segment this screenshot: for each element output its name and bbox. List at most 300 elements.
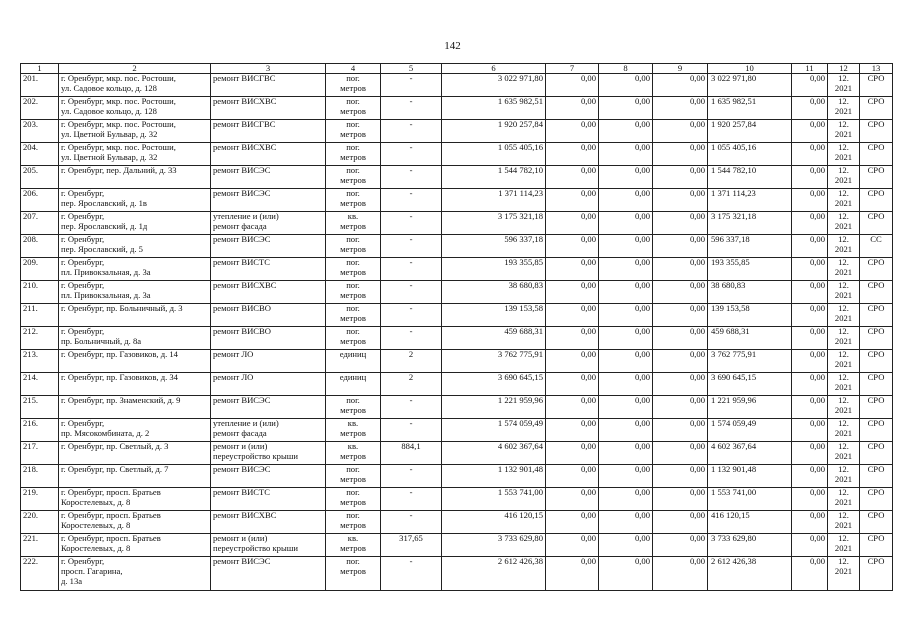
row-number: 210. — [21, 281, 59, 304]
unit-cell — [326, 419, 381, 442]
row-number: 214. — [21, 373, 59, 396]
work-type-cell-line: ремонт ВИСЭС — [213, 165, 271, 175]
unit-cell-line: метров — [340, 312, 366, 323]
table-row — [21, 511, 893, 534]
total-cost-cell: 3 762 775,91 — [442, 350, 546, 373]
col10-cell: 1 544 782,10 — [708, 166, 792, 189]
deadline-cell-line: 2021 — [834, 105, 853, 116]
row-number: 220. — [21, 511, 59, 534]
col7-cell: 0,00 — [546, 534, 599, 557]
method-cell: СРО — [860, 258, 893, 281]
col7-cell: 0,00 — [546, 442, 599, 465]
total-cost-cell: 38 680,83 — [442, 281, 546, 304]
unit-cell-line: метров — [340, 404, 366, 415]
col11-cell: 0,00 — [792, 281, 828, 304]
column-number-row — [21, 64, 893, 74]
col9-cell: 0,00 — [653, 419, 708, 442]
unit-cell — [326, 120, 381, 143]
address-cell-line: г. Оренбург, пр. Светлый, д. 7 — [61, 464, 169, 474]
work-type-cell-line: ремонт ВИСГВС — [213, 73, 276, 83]
row-number: 222. — [21, 557, 59, 591]
work-type-cell-line: ремонт ВИСВО — [213, 303, 271, 313]
col10-cell: 3 762 775,91 — [708, 350, 792, 373]
deadline-cell-line: 2021 — [834, 427, 853, 438]
address-cell-line: д. 13а — [61, 575, 83, 586]
col11-cell: 0,00 — [792, 557, 828, 591]
unit-cell — [326, 396, 381, 419]
col8-cell: 0,00 — [599, 327, 653, 350]
work-type-cell-line: ремонт и (или) — [213, 533, 268, 543]
deadline-cell-line: 2021 — [834, 220, 853, 231]
col9-cell: 0,00 — [653, 120, 708, 143]
method-cell: СРО — [860, 373, 893, 396]
col10-cell: 1 055 405,16 — [708, 143, 792, 166]
deadline-cell-line: 12. — [838, 73, 849, 83]
method-cell: СРО — [860, 511, 893, 534]
work-type-cell-line: ремонт и (или) — [213, 441, 268, 451]
col8-cell: 0,00 — [599, 189, 653, 212]
total-cost-cell: 416 120,15 — [442, 511, 546, 534]
address-cell-line: г. Оренбург, просп. Братьев — [61, 510, 161, 520]
col11-cell: 0,00 — [792, 396, 828, 419]
col9-cell: 0,00 — [653, 74, 708, 97]
unit-cell-line: кв. — [347, 533, 359, 543]
deadline-cell-line: 2021 — [834, 197, 853, 208]
row-number: 218. — [21, 465, 59, 488]
row-number: 207. — [21, 212, 59, 235]
method-cell: СС — [860, 235, 893, 258]
deadline-cell — [828, 258, 860, 281]
unit-cell-line: метров — [340, 450, 366, 461]
unit-cell-line: кв. — [347, 418, 359, 428]
method-cell: СРО — [860, 189, 893, 212]
col7-cell: 0,00 — [546, 74, 599, 97]
address-cell-line: Коростелевых, д. 8 — [61, 542, 131, 553]
quantity-cell: - — [381, 511, 442, 534]
unit-cell-line: метров — [340, 105, 366, 116]
deadline-cell — [828, 396, 860, 419]
col8-cell: 0,00 — [599, 281, 653, 304]
address-cell — [59, 74, 211, 97]
deadline-cell-line: 2021 — [834, 82, 853, 93]
total-cost-cell: 1 221 959,96 — [442, 396, 546, 419]
deadline-cell-line: 2021 — [834, 542, 853, 553]
col7-cell: 0,00 — [546, 465, 599, 488]
deadline-cell-line: 12. — [838, 234, 849, 244]
deadline-cell-line: 2021 — [834, 151, 853, 162]
table-row — [21, 166, 893, 189]
col11-cell: 0,00 — [792, 327, 828, 350]
deadline-cell-line: 2021 — [834, 335, 853, 346]
work-type-cell — [211, 373, 326, 396]
deadline-cell-line: 2021 — [834, 450, 853, 461]
table-row — [21, 327, 893, 350]
work-type-cell-line: ремонт ВИСХВС — [213, 510, 277, 520]
address-cell-line: ул. Цветной Бульвар, д. 32 — [61, 151, 158, 162]
unit-cell — [326, 258, 381, 281]
address-cell-line: г. Оренбург, — [61, 211, 105, 221]
work-type-cell — [211, 396, 326, 419]
deadline-cell-line: 12. — [838, 165, 849, 175]
col9-cell: 0,00 — [653, 281, 708, 304]
deadline-cell-line: 2021 — [834, 358, 853, 369]
work-type-cell — [211, 350, 326, 373]
col9-cell: 0,00 — [653, 557, 708, 591]
address-cell — [59, 212, 211, 235]
unit-cell-line: пог. — [346, 395, 360, 405]
col7-cell: 0,00 — [546, 235, 599, 258]
work-type-cell-line: ремонт ВИСЭС — [213, 188, 271, 198]
address-cell — [59, 120, 211, 143]
row-number: 205. — [21, 166, 59, 189]
deadline-cell-line: 2021 — [834, 381, 853, 392]
deadline-cell-line: 12. — [838, 372, 849, 382]
unit-cell-line: пог. — [346, 73, 360, 83]
col11-cell: 0,00 — [792, 350, 828, 373]
unit-cell — [326, 488, 381, 511]
address-cell-line: г. Оренбург, мкр. пос. Ростоши, — [61, 142, 176, 152]
total-cost-cell: 2 612 426,38 — [442, 557, 546, 591]
unit-cell-line: метров — [340, 151, 366, 162]
table-body — [21, 74, 893, 591]
unit-cell-line: пог. — [346, 96, 360, 106]
col11-cell: 0,00 — [792, 465, 828, 488]
work-type-cell-line: ремонт ВИСТС — [213, 487, 271, 497]
row-number: 217. — [21, 442, 59, 465]
work-type-cell-line: утепление и (или) — [213, 211, 279, 221]
unit-cell-line: метров — [340, 128, 366, 139]
column-header-4: 4 — [326, 64, 381, 74]
work-type-cell — [211, 212, 326, 235]
col9-cell: 0,00 — [653, 212, 708, 235]
unit-cell-line: метров — [340, 335, 366, 346]
method-cell: СРО — [860, 74, 893, 97]
col10-cell: 4 602 367,64 — [708, 442, 792, 465]
col8-cell: 0,00 — [599, 350, 653, 373]
col10-cell: 459 688,31 — [708, 327, 792, 350]
unit-cell-line: пог. — [346, 280, 360, 290]
address-cell-line: г. Оренбург, — [61, 418, 105, 428]
table-row — [21, 442, 893, 465]
unit-cell — [326, 189, 381, 212]
address-cell-line: пер. Ярославский, д. 5 — [61, 243, 143, 254]
unit-cell-line: метров — [340, 427, 366, 438]
method-cell: СРО — [860, 465, 893, 488]
unit-cell-line: пог. — [346, 119, 360, 129]
table-row — [21, 212, 893, 235]
table-row — [21, 373, 893, 396]
unit-cell — [326, 166, 381, 189]
method-cell: СРО — [860, 442, 893, 465]
col8-cell: 0,00 — [599, 465, 653, 488]
col9-cell: 0,00 — [653, 511, 708, 534]
col8-cell: 0,00 — [599, 442, 653, 465]
row-number: 201. — [21, 74, 59, 97]
unit-cell — [326, 511, 381, 534]
deadline-cell-line: 12. — [838, 119, 849, 129]
deadline-cell-line: 2021 — [834, 473, 853, 484]
col10-cell: 38 680,83 — [708, 281, 792, 304]
col10-cell: 1 635 982,51 — [708, 97, 792, 120]
deadline-cell-line: 2021 — [834, 565, 853, 576]
table-row — [21, 488, 893, 511]
address-cell-line: просп. Гагарина, — [61, 565, 123, 576]
row-number: 203. — [21, 120, 59, 143]
unit-cell — [326, 143, 381, 166]
col7-cell: 0,00 — [546, 373, 599, 396]
col8-cell: 0,00 — [599, 97, 653, 120]
quantity-cell: 884,1 — [381, 442, 442, 465]
total-cost-cell: 1 574 059,49 — [442, 419, 546, 442]
address-cell — [59, 419, 211, 442]
unit-cell — [326, 212, 381, 235]
address-cell — [59, 396, 211, 419]
work-type-cell-line: ремонт ВИСХВС — [213, 280, 277, 290]
deadline-cell — [828, 557, 860, 591]
address-cell-line: г. Оренбург, пр. Больничный, д. 3 — [61, 303, 183, 313]
row-number: 213. — [21, 350, 59, 373]
col8-cell: 0,00 — [599, 120, 653, 143]
table-row — [21, 534, 893, 557]
work-type-cell-line: ремонт фасада — [213, 220, 267, 231]
deadline-cell-line: 12. — [838, 142, 849, 152]
unit-cell-line: пог. — [346, 510, 360, 520]
address-cell-line: г. Оренбург, просп. Братьев — [61, 533, 161, 543]
deadline-cell-line: 12. — [838, 96, 849, 106]
col11-cell: 0,00 — [792, 488, 828, 511]
work-type-cell-line: ремонт ВИСЭС — [213, 464, 271, 474]
col8-cell: 0,00 — [599, 166, 653, 189]
deadline-cell-line: 12. — [838, 441, 849, 451]
col8-cell: 0,00 — [599, 304, 653, 327]
col7-cell: 0,00 — [546, 419, 599, 442]
work-type-cell-line: ремонт ВИСЭС — [213, 556, 271, 566]
work-type-cell-line: ремонт ВИСГВС — [213, 119, 276, 129]
deadline-cell — [828, 419, 860, 442]
unit-cell-line: кв. — [347, 441, 359, 451]
col10-cell: 2 612 426,38 — [708, 557, 792, 591]
col9-cell: 0,00 — [653, 396, 708, 419]
unit-cell-line: метров — [340, 496, 366, 507]
unit-cell — [326, 281, 381, 304]
deadline-cell-line: 2021 — [834, 312, 853, 323]
address-cell — [59, 534, 211, 557]
unit-cell — [326, 74, 381, 97]
work-type-cell — [211, 327, 326, 350]
col8-cell: 0,00 — [599, 212, 653, 235]
work-type-cell — [211, 74, 326, 97]
deadline-cell — [828, 465, 860, 488]
address-cell-line: пер. Ярославский, д. 1д — [61, 220, 148, 231]
total-cost-cell: 1 635 982,51 — [442, 97, 546, 120]
col8-cell: 0,00 — [599, 373, 653, 396]
address-cell-line: ул. Цветной Бульвар, д. 32 — [61, 128, 158, 139]
address-cell — [59, 557, 211, 591]
row-number: 209. — [21, 258, 59, 281]
total-cost-cell: 3 175 321,18 — [442, 212, 546, 235]
deadline-cell-line: 2021 — [834, 243, 853, 254]
quantity-cell: - — [381, 74, 442, 97]
deadline-cell — [828, 327, 860, 350]
address-cell-line: ул. Садовое кольцо, д. 128 — [61, 105, 157, 116]
deadline-cell — [828, 534, 860, 557]
work-type-cell — [211, 97, 326, 120]
col7-cell: 0,00 — [546, 143, 599, 166]
unit-cell-line: пог. — [346, 464, 360, 474]
total-cost-cell: 596 337,18 — [442, 235, 546, 258]
deadline-cell-line: 12. — [838, 188, 849, 198]
address-cell-line: г. Оренбург, мкр. пос. Ростоши, — [61, 96, 176, 106]
address-cell-line: пл. Привокзальная, д. 3а — [61, 266, 151, 277]
unit-cell — [326, 327, 381, 350]
work-type-cell — [211, 465, 326, 488]
unit-cell — [326, 557, 381, 591]
deadline-cell — [828, 166, 860, 189]
deadline-cell — [828, 442, 860, 465]
deadline-cell-line: 2021 — [834, 289, 853, 300]
table-row — [21, 281, 893, 304]
col8-cell: 0,00 — [599, 258, 653, 281]
work-type-cell — [211, 511, 326, 534]
quantity-cell: 2 — [381, 373, 442, 396]
deadline-cell-line: 12. — [838, 533, 849, 543]
col10-cell: 139 153,58 — [708, 304, 792, 327]
unit-cell-line: метров — [340, 174, 366, 185]
column-header-5: 5 — [381, 64, 442, 74]
col7-cell: 0,00 — [546, 396, 599, 419]
method-cell: СРО — [860, 488, 893, 511]
col7-cell: 0,00 — [546, 511, 599, 534]
work-type-cell — [211, 166, 326, 189]
col7-cell: 0,00 — [546, 281, 599, 304]
address-cell — [59, 304, 211, 327]
work-type-cell — [211, 120, 326, 143]
quantity-cell: - — [381, 189, 442, 212]
quantity-cell: - — [381, 166, 442, 189]
unit-cell-line: метров — [340, 82, 366, 93]
table-row — [21, 235, 893, 258]
work-type-cell-line: ремонт ВИСЭС — [213, 395, 271, 405]
col11-cell: 0,00 — [792, 373, 828, 396]
deadline-cell — [828, 373, 860, 396]
table-row — [21, 189, 893, 212]
unit-cell-line: пог. — [346, 556, 360, 566]
work-type-cell — [211, 534, 326, 557]
row-number: 215. — [21, 396, 59, 419]
address-cell-line: ул. Садовое кольцо, д. 128 — [61, 82, 157, 93]
total-cost-cell: 1 544 782,10 — [442, 166, 546, 189]
address-cell-line: г. Оренбург, — [61, 280, 105, 290]
method-cell: СРО — [860, 534, 893, 557]
address-cell-line: г. Оренбург, пр. Газовиков, д. 14 — [61, 349, 178, 359]
col8-cell: 0,00 — [599, 396, 653, 419]
address-cell — [59, 281, 211, 304]
address-cell — [59, 166, 211, 189]
column-header-3: 3 — [211, 64, 326, 74]
row-number: 212. — [21, 327, 59, 350]
unit-cell-line: метров — [340, 565, 366, 576]
quantity-cell: - — [381, 327, 442, 350]
deadline-cell-line: 12. — [838, 464, 849, 474]
col10-cell: 3 733 629,80 — [708, 534, 792, 557]
quantity-cell: - — [381, 557, 442, 591]
deadline-cell — [828, 281, 860, 304]
unit-cell-line: единиц — [339, 349, 367, 359]
col9-cell: 0,00 — [653, 327, 708, 350]
address-cell — [59, 327, 211, 350]
method-cell: СРО — [860, 557, 893, 591]
col9-cell: 0,00 — [653, 258, 708, 281]
address-cell-line: г. Оренбург, пр. Знаменский, д. 9 — [61, 395, 181, 405]
col11-cell: 0,00 — [792, 419, 828, 442]
col8-cell: 0,00 — [599, 74, 653, 97]
col10-cell: 1 371 114,23 — [708, 189, 792, 212]
work-type-cell — [211, 488, 326, 511]
work-type-cell-line: ремонт ВИСТС — [213, 257, 271, 267]
method-cell: СРО — [860, 304, 893, 327]
address-cell-line: пер. Ярославский, д. 1в — [61, 197, 147, 208]
unit-cell-line: метров — [340, 289, 366, 300]
quantity-cell: - — [381, 304, 442, 327]
quantity-cell: - — [381, 419, 442, 442]
row-number: 221. — [21, 534, 59, 557]
deadline-cell-line: 12. — [838, 395, 849, 405]
column-header-1: 1 — [21, 64, 59, 74]
deadline-cell-line: 12. — [838, 556, 849, 566]
total-cost-cell: 1 371 114,23 — [442, 189, 546, 212]
address-cell-line: г. Оренбург, просп. Братьев — [61, 487, 161, 497]
deadline-cell — [828, 120, 860, 143]
unit-cell-line: кв. — [347, 211, 359, 221]
col9-cell: 0,00 — [653, 304, 708, 327]
deadline-cell — [828, 97, 860, 120]
col8-cell: 0,00 — [599, 419, 653, 442]
work-type-cell — [211, 442, 326, 465]
column-header-2: 2 — [59, 64, 211, 74]
address-cell-line: г. Оренбург, — [61, 234, 105, 244]
col11-cell: 0,00 — [792, 120, 828, 143]
address-cell — [59, 465, 211, 488]
column-header-11: 11 — [792, 64, 828, 74]
col11-cell: 0,00 — [792, 511, 828, 534]
deadline-cell-line: 2021 — [834, 128, 853, 139]
method-cell: СРО — [860, 350, 893, 373]
column-header-7: 7 — [546, 64, 599, 74]
col10-cell: 3 690 645,15 — [708, 373, 792, 396]
deadline-cell-line: 12. — [838, 211, 849, 221]
address-cell-line: г. Оренбург, — [61, 257, 105, 267]
address-cell-line: г. Оренбург, мкр. пос. Ростоши, — [61, 73, 176, 83]
deadline-cell-line: 12. — [838, 257, 849, 267]
unit-cell — [326, 235, 381, 258]
total-cost-cell: 193 355,85 — [442, 258, 546, 281]
deadline-cell — [828, 143, 860, 166]
col10-cell: 416 120,15 — [708, 511, 792, 534]
table-row — [21, 74, 893, 97]
deadline-cell-line: 12. — [838, 326, 849, 336]
deadline-cell — [828, 511, 860, 534]
method-cell: СРО — [860, 120, 893, 143]
table-row — [21, 350, 893, 373]
quantity-cell: - — [381, 396, 442, 419]
deadline-cell — [828, 74, 860, 97]
col11-cell: 0,00 — [792, 97, 828, 120]
deadline-cell — [828, 350, 860, 373]
unit-cell — [326, 534, 381, 557]
col8-cell: 0,00 — [599, 534, 653, 557]
unit-cell-line: метров — [340, 266, 366, 277]
col9-cell: 0,00 — [653, 235, 708, 258]
